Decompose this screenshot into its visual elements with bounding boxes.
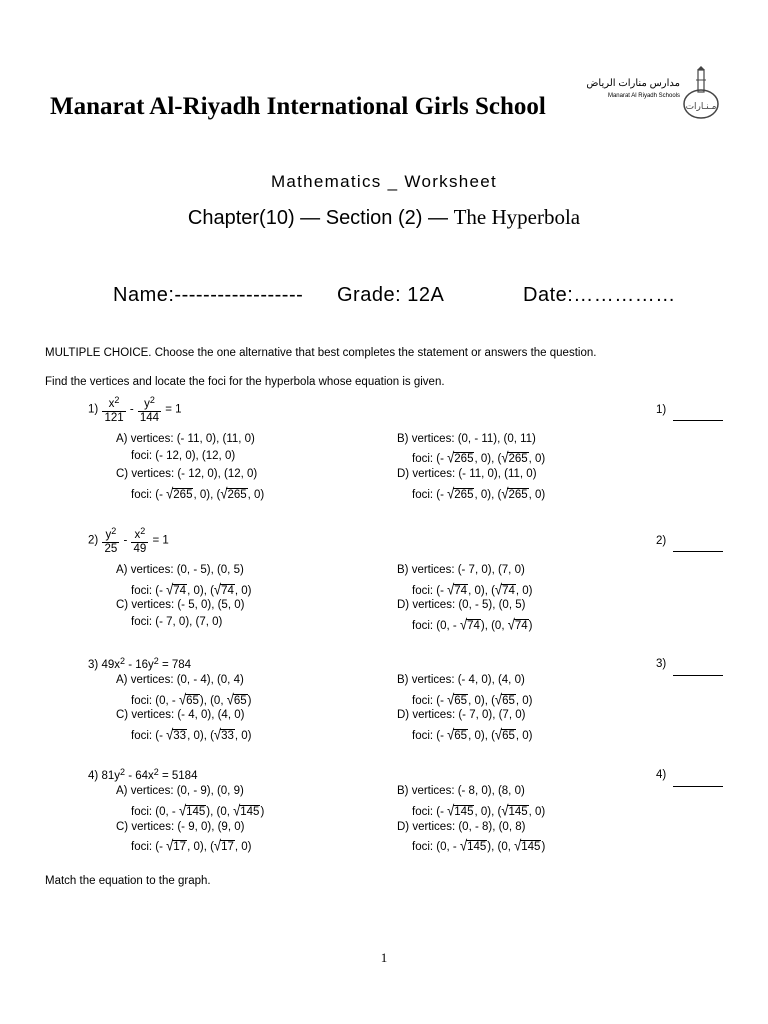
q1-option-c-vertices[interactable]: C) vertices: (- 12, 0), (12, 0) <box>116 468 258 480</box>
answer-blank-3[interactable] <box>673 675 723 676</box>
school-name: Manarat Al-Riyadh International Girls School <box>50 93 546 120</box>
q2-option-b-foci: foci: (- √74, 0), (√74, 0) <box>412 580 533 599</box>
school-logo <box>586 66 722 122</box>
q3-option-b-foci: foci: (- √65, 0), (√65, 0) <box>412 690 533 709</box>
chapter-section: Chapter(10) — Section (2) — <box>187 207 448 229</box>
q2-option-d-vertices[interactable]: D) vertices: (0, - 5), (0, 5) <box>397 599 526 611</box>
q3-option-a-vertices[interactable]: A) vertices: (0, - 4), (0, 4) <box>116 674 244 686</box>
q2-option-b-vertices[interactable]: B) vertices: (- 7, 0), (7, 0) <box>397 564 525 576</box>
q3-option-d-vertices[interactable]: D) vertices: (- 7, 0), (7, 0) <box>397 709 526 721</box>
question-4-equation: 4) $81y^2 - 64x^2 = 5184$ <box>88 767 198 782</box>
find-instructions: Find the vertices and locate the foci for the hyperbola whose equation is given. <box>45 376 445 388</box>
question-3-equation: 3) $49x^2 - 16y^2 = 784$ <box>88 656 192 671</box>
question-number: 1) <box>88 403 99 416</box>
chapter-topic: The Hyperbola <box>453 205 581 229</box>
q2-option-a-foci: foci: (- √74, 0), (√74, 0) <box>131 580 252 599</box>
answer-blank-2[interactable] <box>673 551 723 552</box>
q2-option-c-foci: foci: (- 7, 0), (7, 0) <box>131 616 223 628</box>
answer-blank-1[interactable] <box>673 420 723 421</box>
question-1-equation <box>88 394 182 425</box>
answer-number-4: 4) <box>656 769 667 781</box>
name-field[interactable]: Name:------------------ <box>113 284 304 306</box>
q1-option-b-foci: foci: (- √265, 0), (√265, 0) <box>412 448 546 467</box>
svg-text:مـنـارات: مـنـارات <box>685 102 717 112</box>
q2-option-c-vertices[interactable]: C) vertices: (- 5, 0), (5, 0) <box>116 599 245 611</box>
minus-sign: - <box>129 403 134 416</box>
q1-option-a-foci: foci: (- 12, 0), (12, 0) <box>131 450 236 462</box>
worksheet-subject: Mathematics _ Worksheet <box>270 172 498 191</box>
q4-option-a-vertices[interactable]: A) vertices: (0, - 9), (0, 9) <box>116 785 244 797</box>
question-2-equation <box>88 525 169 556</box>
grade-label: Grade: 12A <box>337 284 445 306</box>
q3-option-b-vertices[interactable]: B) vertices: (- 4, 0), (4, 0) <box>397 674 525 686</box>
q4-option-c-vertices[interactable]: C) vertices: (- 9, 0), (9, 0) <box>116 821 245 833</box>
fraction: $\frac{y^2}{144}$ <box>139 395 160 424</box>
equation-rhs: = 1 <box>165 403 182 416</box>
q1-option-b-vertices[interactable]: B) vertices: (0, - 11), (0, 11) <box>397 433 536 445</box>
date-field[interactable]: Date:…………… <box>523 284 676 306</box>
fraction: $\frac{x^2}{49}$ <box>133 526 147 555</box>
q3-option-d-foci: foci: (- √65, 0), (√65, 0) <box>412 725 533 744</box>
match-instructions: Match the equation to the graph. <box>45 875 211 887</box>
answer-number-2: 2) <box>656 535 667 547</box>
q4-option-b-foci: foci: (- √145, 0), (√145, 0) <box>412 801 546 820</box>
question-number: 3) <box>88 659 99 671</box>
logo-english-text: Manarat Al Riyadh Schools <box>607 93 680 99</box>
q4-option-a-foci: foci: (0, - √145), (0, √145) <box>131 801 265 820</box>
lighthouse-emblem-icon <box>682 66 720 120</box>
equation-rhs: = 1 <box>152 534 169 547</box>
chapter-title <box>0 205 768 230</box>
mc-instructions: MULTIPLE CHOICE. Choose the one alternative that best completes the statement or answers the question. <box>45 347 597 359</box>
q4-option-c-foci: foci: (- √17, 0), (√17, 0) <box>131 836 252 855</box>
fraction: $\frac{x^2}{121}$ <box>104 395 124 424</box>
q2-option-a-vertices[interactable]: A) vertices: (0, - 5), (0, 5) <box>116 564 244 576</box>
q3-option-c-vertices[interactable]: C) vertices: (- 4, 0), (4, 0) <box>116 709 245 721</box>
q3-option-a-foci: foci: (0, - √65), (0, √65) <box>131 690 252 709</box>
q2-option-d-foci: foci: (0, - √74), (0, √74) <box>412 615 533 634</box>
answer-number-3: 3) <box>656 658 667 670</box>
q1-option-d-foci: foci: (- √265, 0), (√265, 0) <box>412 484 546 503</box>
question-number: 4) <box>88 770 99 782</box>
q1-option-d-vertices[interactable]: D) vertices: (- 11, 0), (11, 0) <box>397 468 537 480</box>
q1-option-c-foci: foci: (- √265, 0), (√265, 0) <box>131 484 265 503</box>
fraction: $\frac{y^2}{25}$ <box>104 526 118 555</box>
page-number: 1 <box>380 950 388 965</box>
minus-sign: - <box>123 534 128 547</box>
answer-blank-4[interactable] <box>673 786 723 787</box>
question-number: 2) <box>88 534 99 547</box>
q1-option-a-vertices[interactable]: A) vertices: (- 11, 0), (11, 0) <box>116 433 255 445</box>
q4-option-b-vertices[interactable]: B) vertices: (- 8, 0), (8, 0) <box>397 785 525 797</box>
q4-option-d-vertices[interactable]: D) vertices: (0, - 8), (0, 8) <box>397 821 526 833</box>
logo-arabic-text: مدارس منارات الرياض <box>586 78 680 89</box>
q3-option-c-foci: foci: (- √33, 0), (√33, 0) <box>131 725 252 744</box>
q4-option-d-foci: foci: (0, - √145), (0, √145) <box>412 836 546 855</box>
answer-number-1: 1) <box>656 404 667 416</box>
